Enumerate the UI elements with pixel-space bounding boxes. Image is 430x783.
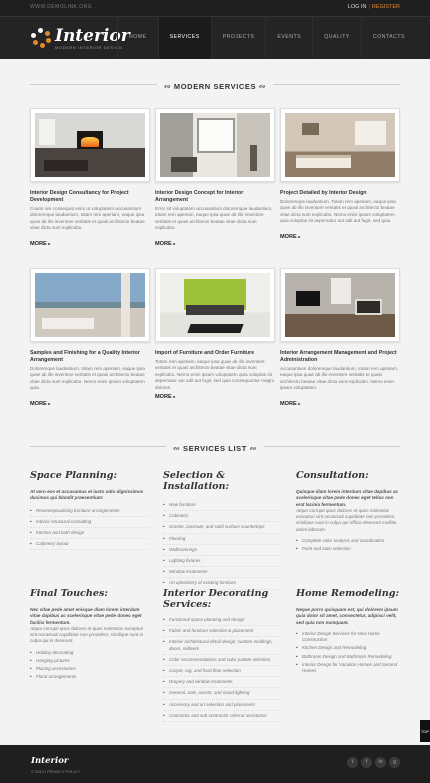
interior-decorating-block [163, 588, 281, 722]
green-room-photo [160, 273, 270, 337]
card-title[interactable]: Interior Arrangement Management and Project Administration [280, 350, 397, 363]
facebook-icon[interactable]: f [361, 757, 372, 768]
more-label: MORE [30, 401, 47, 407]
heading-text [166, 441, 264, 457]
more-label: MORE [30, 241, 47, 247]
list-item: • Interior architectural detail design: custom moldings, doors, millwork [163, 637, 281, 654]
block-lead: Neque porro quisquam est, qui dolorem ipsum quia dolor sit amet, consectetur, adipisci velit, sed quia non numquam. [296, 607, 398, 625]
card-image[interactable] [280, 108, 400, 182]
card-title[interactable]: Interior Design Consultancy for Project Development [30, 190, 129, 203]
card-image[interactable] [155, 268, 275, 342]
list-item: • Lighting fixtures [163, 556, 281, 567]
block-title: Home Remodeling: [296, 588, 400, 599]
google-plus-icon[interactable]: g [389, 757, 400, 768]
ornament-left-icon: ∾ [173, 444, 181, 453]
consultation-block [296, 470, 402, 553]
block-text: Atque corrupti quos dolores et quas molestias excepturi sint occaecati cupiditate non provident, similique sunt in culpa qui in deserunt. [30, 625, 144, 644]
list-item: • Floral arrangements [30, 673, 148, 681]
social-links [347, 757, 400, 768]
ornament-left-icon: ∾ [163, 82, 172, 91]
terrace-photo [35, 273, 145, 337]
arrow-right-icon: ▸ [298, 234, 301, 239]
list-item: • Color recommendations and color palette selection [163, 655, 281, 666]
list-item: • Fabric and furniture selection & placement [163, 626, 281, 637]
brand-tagline: MODERN INTERIOR DESIGN [55, 45, 123, 50]
auth-links [348, 4, 400, 10]
more-link[interactable] [280, 234, 400, 240]
service-card [155, 268, 275, 400]
list-item: • Reconceptualizing furniture arrangements [30, 506, 148, 517]
more-link[interactable] [30, 241, 150, 247]
services-list-heading [30, 438, 400, 454]
bullet-list [163, 615, 281, 722]
more-label: MORE [155, 394, 172, 400]
bullet-list [296, 630, 402, 675]
more-label: MORE [280, 401, 297, 407]
living-room-photo [35, 113, 145, 177]
more-link[interactable] [30, 401, 150, 407]
more-link[interactable] [280, 401, 400, 407]
block-lead: Quisque diam lorem interdum vitae dapibus ac scelerisque vitae pede donec eget tellus non erat lacinia fermentum. [296, 489, 399, 507]
block-title: Consultation: [296, 470, 369, 481]
register-link[interactable]: REGISTER [371, 4, 400, 10]
service-card [280, 108, 400, 240]
card-title[interactable]: Samples and Finishing for a Quality Interior Arrangement [30, 350, 140, 363]
more-label: MORE [155, 241, 172, 247]
list-item: • Drapery and window treatments [163, 677, 281, 688]
list-item: • Holiday decorating [30, 649, 148, 657]
card-text: Error sit voluptatem accusantium doloremque laudantium, totam rem aperiam, eaque ipsa quae ab illo inventore veritatis et quasi architecto beatae vitae dicta sunt explicabo. [155, 206, 273, 231]
list-item: • New furniture [163, 500, 281, 511]
ornament-right-icon: ∾ [258, 82, 267, 91]
card-text: Doloremque laudantium, totam rem aperiam, eaque ipsa quae ab illo inventore veritatis et quasi architecto beatae vitae dicta sunt explicabo. Nemo enim ipsam voluptatem quia. [30, 366, 145, 391]
nav-services[interactable]: SERVICES [158, 17, 211, 59]
selection-installation-block [163, 470, 281, 590]
list-item: • Contractor and sub-contractor referral assistance [163, 711, 281, 722]
login-link[interactable]: LOG IN [347, 4, 367, 10]
service-card [30, 268, 150, 407]
main-nav [117, 17, 416, 59]
bullet-list [296, 537, 402, 553]
list-item: • Hanging pictures [30, 657, 148, 665]
linkedin-icon[interactable]: in [375, 757, 386, 768]
list-item: • Interior Design for Vacation Homes and Second Homes [296, 661, 402, 675]
space-planning-block [30, 470, 148, 550]
ornament-right-icon: ∾ [249, 444, 257, 453]
arrow-right-icon: ▸ [298, 401, 301, 406]
list-item: • Cabinetry [163, 511, 281, 522]
list-item: • Functional space planning and design [163, 615, 281, 626]
footer-logo[interactable]: Interior [31, 756, 69, 766]
twitter-icon[interactable]: t [347, 757, 358, 768]
list-item: • Interior structural consulting [30, 517, 148, 528]
list-item: • Art upholstery of existing furniture [163, 578, 281, 589]
block-title: Final Touches: [30, 588, 108, 599]
bullet-list [30, 649, 148, 682]
bullet-list [30, 506, 148, 551]
list-item: • Bathroom Design and Bathroom Remodeling [296, 653, 402, 661]
card-title[interactable]: Import of Furniture and Order Furniture [155, 350, 255, 356]
card-image[interactable] [30, 268, 150, 342]
list-item: • Accessory and art selection and placement [163, 700, 281, 711]
card-text: Totam rem aperiam, eaque ipsa quae ab illo inventore veritatis et quasi architecto beatae vitae dicta sunt explicabo. Nemo enim ipsam voluptatem quia voluptas sit aspernatur aut odit aut fugit, sed quia consequuntur magni dolores. [155, 359, 274, 390]
more-label: MORE [280, 234, 297, 240]
arrow-right-icon: ▸ [48, 241, 51, 246]
more-link[interactable] [155, 241, 275, 247]
more-link[interactable] [155, 394, 275, 400]
card-image[interactable] [30, 108, 150, 182]
list-item: • General, task, accent, and mood lighting [163, 688, 281, 699]
service-card [30, 108, 150, 247]
header-navbar [0, 16, 430, 59]
list-item: • Placing accessories [30, 665, 148, 673]
lounge-photo [285, 113, 395, 177]
card-image[interactable] [155, 108, 275, 182]
card-text: Accusantium doloremque laudantium, totam rem aperiam, eaque ipsa quae ab illo inventore veritatis et quasi architecto beatae vitae dicta sunt explicabo. Nemo enim ipsam voluptatem. [280, 366, 398, 391]
list-item: • Kitchen and bath design [30, 528, 148, 539]
service-card [280, 268, 400, 407]
card-image[interactable] [280, 268, 400, 342]
list-item: • Granite, laminate, and solid surface countertops [163, 522, 281, 533]
site-url[interactable]: WWW.DEMOLINK.ORG [30, 4, 93, 10]
top-bar [0, 0, 430, 16]
brand-name[interactable]: Interior [55, 26, 130, 46]
service-card [155, 108, 275, 247]
block-title: Space Planning: [30, 470, 118, 481]
card-title[interactable]: Interior Design Concept for Interior Arrangement [155, 190, 244, 203]
list-item: • Complete color analysis and coordination [296, 537, 402, 545]
auth-separator: | [368, 4, 370, 10]
arrow-right-icon: ▸ [48, 401, 51, 406]
list-item: • Carpet, rug, and hard floor selection [163, 666, 281, 677]
block-text: Atque corrupti quos dolores et quas molestias excepturi sint occaecati cupiditate non provident, similique sunt in culpa qui officia deserunt mollitia animi laborum. [296, 507, 397, 532]
card-title[interactable]: Project Detailed by Interior Design [280, 190, 367, 196]
nav-contacts[interactable]: CONTACTS [361, 17, 416, 59]
final-touches-block [30, 588, 148, 682]
modern-services-heading [30, 76, 400, 92]
arrow-right-icon: ▸ [173, 241, 176, 246]
bullet-list [163, 500, 281, 590]
arrow-right-icon: ▸ [173, 394, 176, 399]
logo-icon[interactable] [31, 28, 51, 48]
heading-label: MODERN SERVICES [173, 82, 257, 91]
copyright[interactable]: © 2013 | PRIVACY POLICY [31, 769, 81, 774]
footer [0, 745, 430, 783]
block-title: Selection & Installation: [163, 470, 230, 492]
block-lead: At vero eos et accusamus et iusto odio dignissimos ducimus qui blandit praesentium: [30, 489, 144, 501]
block-title: Interior Decorating Services: [163, 588, 269, 610]
home-remodeling-block [296, 588, 402, 675]
list-item: • Cabinetry layout [30, 539, 148, 550]
nav-projects[interactable]: PROJECTS [211, 17, 266, 59]
card-text: Coutin nisi consequat enim ut voluptatem accusantium doloremque laudantium, totam rem aperiam, eaque ipsa quae ab illo inventore veritatis et quasi architecto beatae vitae dicta sunt explicabo. [30, 206, 145, 231]
list-item: • Window treatments [163, 567, 281, 578]
fireplace-photo [285, 273, 395, 337]
nav-quality[interactable]: QUALITY [312, 17, 361, 59]
room-photo [160, 113, 270, 177]
list-item: • Interior Design Services for New Home Construction [296, 630, 402, 644]
list-item: • Paint and stain selection [296, 545, 402, 553]
list-item: • Flooring [163, 534, 281, 545]
heading-text [157, 79, 273, 95]
heading-label: SERVICES LIST [183, 444, 247, 453]
card-text: Doloremque laudantium, Totam rem aperiam, eaque ipsa quae ab illo inventore veritatis et quasi architecto beatae vitae dicta sunt explicabo. Nemo enim ipsam voluptatem quia voluptas sit aspernatur aut odit aut fugit, sed quia. [280, 199, 396, 224]
block-lead: Nec vitae pede amet enisque diam lorem interdum vitae dapibus ac scelerisque vitae pede donec eget facilisi fermentum. [30, 607, 142, 625]
list-item: • Kitchen Design and Remodeling [296, 644, 402, 652]
list-item: • Wallcoverings [163, 545, 281, 556]
scroll-top-button[interactable]: TOP [420, 720, 430, 742]
nav-home[interactable]: HOME [117, 17, 158, 59]
nav-events[interactable]: EVENTS [265, 17, 312, 59]
